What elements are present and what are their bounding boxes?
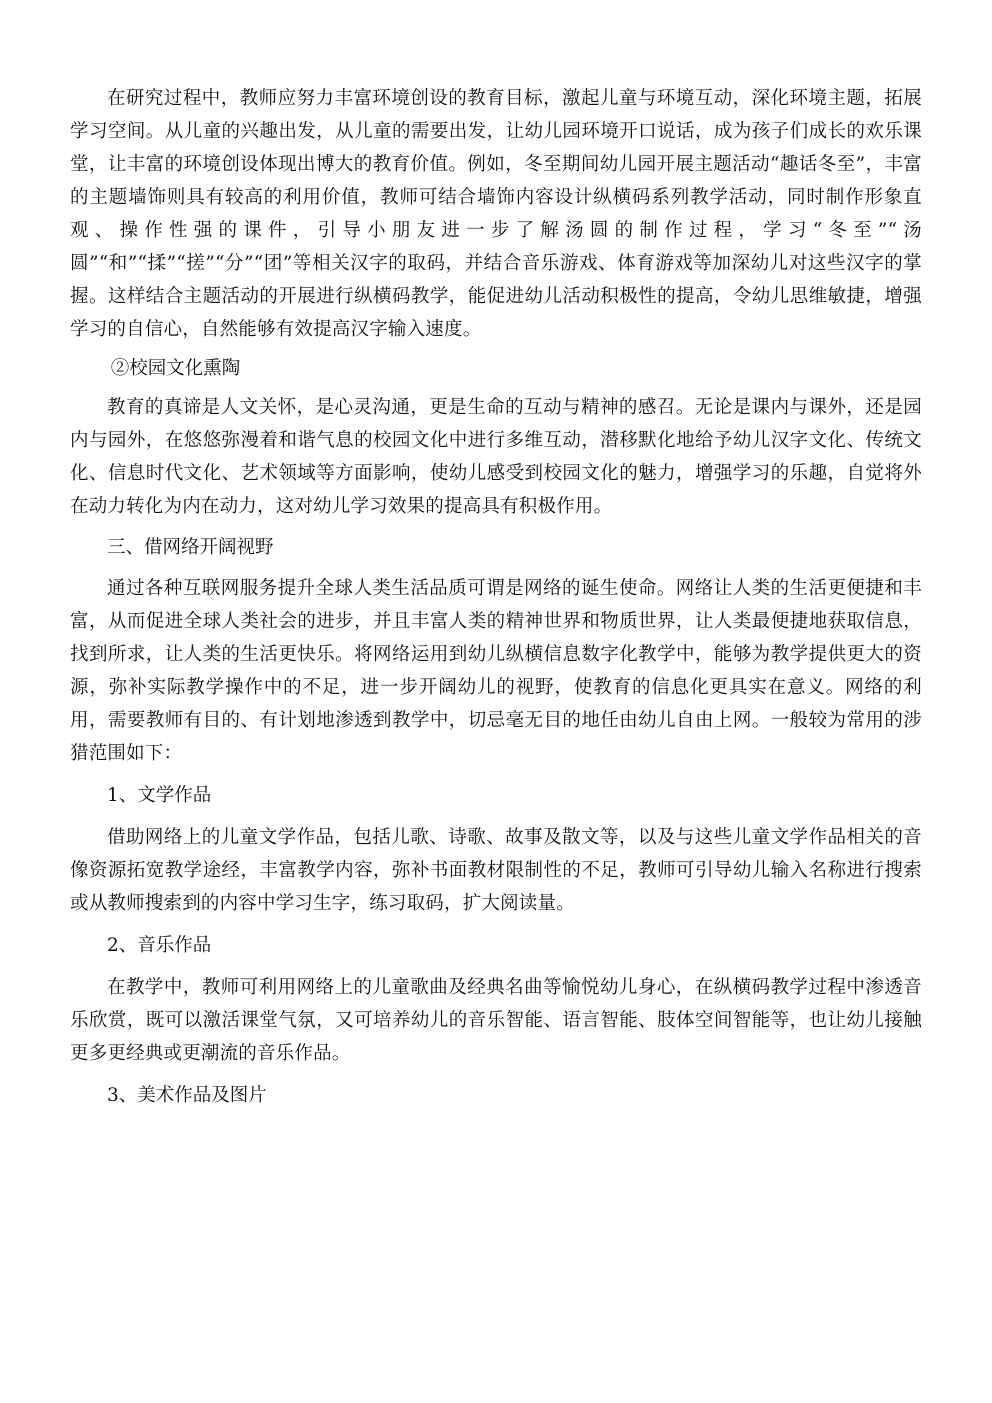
paragraph-literature: 借助网络上的儿童文学作品，包括儿歌、诗歌、故事及散文等，以及与这些儿童文学作品相关的音像资源拓宽教学途经，丰富教学内容，弥补书面教材限制性的不足，教师可引导幼儿输入名称进行搜索或从教师搜索到的内容中学习生字，练习取码，扩大阅读量。: [70, 827, 922, 914]
heading-literature: 1、文学作品: [107, 785, 212, 806]
heading-art: 3、美术作品及图片: [107, 1085, 267, 1106]
paragraph-environment: 在研究过程中，教师应努力丰富环境创设的教育目标，激起儿童与环境互动，深化环境主题，拓展学习空间。从儿童的兴趣出发，从儿童的需要出发，让幼儿园环境开口说话，成为孩子们成长的欢乐课堂，让丰富的环境创设体现出博大的教育价值。例如，冬至期间幼儿园开展主题活动“趣话冬至”，丰富的主题墙饰则具有较高的利用价值，教师可结合墙饰内容设计纵横码系列教学活动，同时制作形象直观、操作性强的课件，引导小朋友进一步了解汤圆的制作过程，学习“冬至”“汤圆”“和”“揉”“搓”“分”“团”等相关汉字的取码，并结合音乐游戏、体育游戏等加深幼儿对这些汉字的掌握。这样结合主题活动的开展进行纵横码教学，能促进幼儿活动积极性的提高，令幼儿思维敏捷，增强学习的自信心，自然能够有效提高汉字输入速度。: [70, 88, 922, 340]
paragraph-music: 在教学中，教师可利用网络上的儿童歌曲及经典名曲等愉悦幼儿身心，在纵横码教学过程中渗透音乐欣赏，既可以激活课堂气氛，又可培养幼儿的音乐智能、语言智能、肢体空间智能等，也让幼儿接触更多更经典或更潮流的音乐作品。: [70, 977, 922, 1064]
paragraph-network: 通过各种互联网服务提升全球人类生活品质可谓是网络的诞生使命。网络让人类的生活更便捷和丰富，从而促进全球人类社会的进步，并且丰富人类的精神世界和物质世界，让人类最便捷地获取信息，找到所求，让人类的生活更快乐。将网络运用到幼儿纵横信息数字化教学中，能够为教学提供更大的资源，弥补实际教学操作中的不足，进一步开阔幼儿的视野，使教育的信息化更具实在意义。网络的利用，需要教师有目的、有计划地渗透到教学中，切忌毫无目的地任由幼儿自由上网。一般较为常用的涉猎范围如下：: [70, 578, 922, 764]
heading-network: 三、借网络开阔视野: [107, 537, 274, 558]
paragraph-campus-culture: 教育的真谛是人文关怀，是心灵沟通，更是生命的互动与精神的感召。无论是课内与课外，还是园内与园外，在悠悠弥漫着和谐气息的校园文化中进行多维互动，潜移默化地给予幼儿汉字文化、传统文化、信息时代文化、艺术领域等方面影响，使幼儿感受到校园文化的魅力，增强学习的乐趣，自觉将外在动力转化为内在动力，这对幼儿学习效果的提高具有积极作用。: [70, 397, 922, 517]
document-page: [70, 82, 922, 1112]
heading-music: 2、音乐作品: [107, 935, 212, 956]
heading-campus-culture: ②校园文化熏陶: [110, 358, 241, 379]
